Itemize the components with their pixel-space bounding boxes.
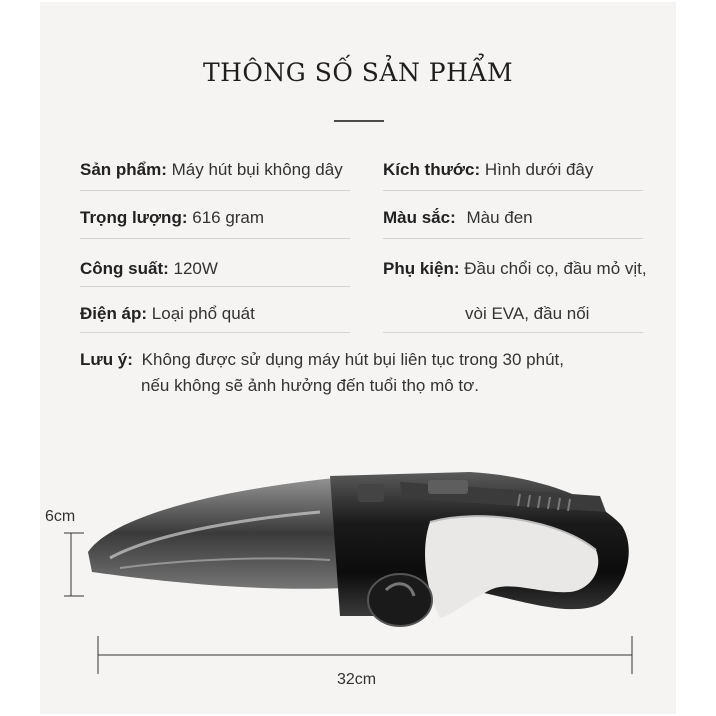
spec-label: Trọng lượng: [80,208,188,227]
spec-voltage [80,304,255,324]
row-divider [80,332,350,333]
note-line-1 [80,350,564,370]
spec-power [80,259,218,279]
spec-color [383,208,533,228]
spec-value: Đầu chổi cọ, đầu mỏ vịt, [464,259,647,278]
spec-accessories-cont [465,304,589,324]
spec-value: Máy hút bụi không dây [171,160,343,179]
spec-value: Hình dưới đây [484,160,594,179]
spec-value: Màu đen [466,208,533,227]
row-divider [383,238,643,239]
spec-label: Công suất: [80,259,169,278]
title-divider [334,120,384,122]
spec-label: Điện áp: [80,304,148,323]
spec-label: Phụ kiện: [383,259,460,278]
row-divider [80,190,350,191]
note-line-2 [141,376,479,396]
row-divider [383,190,643,191]
height-dimension-label: 6cm [45,508,76,525]
spec-value: Loại phổ quát [151,304,255,323]
spec-label: Kích thước: [383,160,481,179]
spec-label: Sản phẩm: [80,160,167,179]
spec-value: vòi EVA, đầu nối [465,304,590,323]
row-divider [80,238,350,239]
note-label: Lưu ý: [80,350,133,369]
note-text: nếu không sẽ ảnh hưởng đến tuổi thọ mô tơ. [141,376,480,395]
spec-value: 616 gram [192,208,265,227]
row-divider [383,332,643,333]
spec-value: 120W [173,259,218,278]
spec-label: Màu sắc: [383,208,456,227]
spec-size [383,160,593,180]
note-text: Không được sử dụng máy hút bụi liên tục trong 30 phút, [141,350,564,369]
length-dimension-label: 32cm [337,671,377,688]
row-divider [80,286,350,287]
spec-weight [80,208,264,228]
spec-accessories [383,259,647,279]
page-title: THÔNG SỐ SẢN PHẨM [202,58,514,87]
spec-product [80,160,343,180]
